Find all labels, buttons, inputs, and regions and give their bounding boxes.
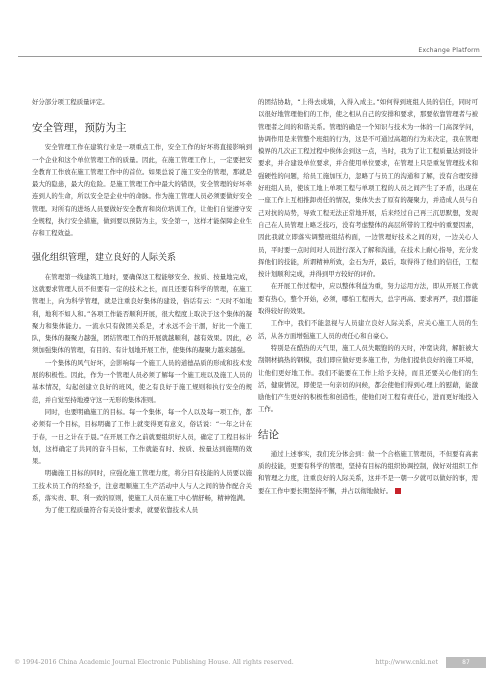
conclusion-paragraph <box>258 448 478 497</box>
article-end-mark-icon <box>395 488 401 494</box>
paragraph: 安全管理工作在建筑行业是一项重点工作，安全工作的好坏将直接影响到一个企业和这个单位管理工作的质量。因此，在施工管理工作上，一定要把安全教育工作放在施工管理工作中的首位。如果总说了施工安全的管理，那就是最大的隐患，最大的危险。是施工管理工作中最大的错误，安全管理的好坏牵连到人的生命，所以安全是企业中的命脉。作为施工管理人员必须要做好安全管理。对所有的进场人员要做好安全教育和岗位培训工作，让他们自觉遵守安全规程，执行安全措施，做到要以预防为主，安全第一，这样才能保障企业生存和工程效益。 <box>32 143 252 238</box>
section-heading-safety: 安全管理，预防为主 <box>32 122 127 135</box>
section-heading-organization: 强化组织管理，建立良好的人际关系 <box>32 252 177 263</box>
paragraph: 工作中，我们不能忽视与人员建立良好人际关系，应关心施工人员的生活，从各方面增强施工人员的责任心和自豪心。 <box>258 319 478 340</box>
paragraph: 为了使工程质量符合有关设计要求，就要依靠技术人员 <box>44 506 199 515</box>
paragraph: 在管理第一线建筑工地时，要确保这工程能够安全、按质、按量地完成，这就要求管理人员不但要有一定的技术之长，而且还要有科学的管理，在施工管理上，向为科学管理，就是注重良好集体的建设，俗话有云：“天时不如地利，地利不如人和。”各项工作能否顺利开展，很大程度上取决于这个集体的凝聚力和集体能力。一流水只有做团关系是，才永远不会干涸，好比一个施工队，集体的凝聚力越强，团结管理工作的开展就越顺利，越有效果。因此，必须加强集体的管理，有目的、有计划地开展工作，使集体的凝聚力越来越强。 <box>32 272 252 355</box>
footer-copyright: © 1994-2016 China Academic Journal Electronic Publishing House. All rights reserved. <box>14 659 294 666</box>
paragraph: 的团结协助，“上得去成墙，入得入成主。”如何得到班组人员的信任，同时可以很好地管理他们的工作，使之相从自己的安排和要求，那要依靠管理者与被管理者之间的和谐关系。管理的确是一个知识与技术为一体的一门高深学问，协调作用是来管整个班组的行为，这是不可通过高超的行为来决定，我在管理模界的几次正工程过程中俟体会到这一点，当时，我为了让工程质量达到设计要求，并合建设单位要求，并合使用单位要求，在管理上只是重复管理技术和强硬性的问题，给员工施加压力，忽略了与员工的沟通和了解，没有合理安排好班组人员，使该工地上单项工程与单项工程的人员之间产生了矛盾，出现在一座工作上互相推卸责任的情况，集体失去了原有的凝聚力，并造成人员与自己对抗的局势，导致工程无法正常地开展，后来经过自己再三沉思默想，发现自己在人员管理上略乏技巧，没有考虑整体的高层所带的工程中的重要因素，因此我就立即落实调整班组结构面，一边管理好技术之间的对，一边关心人员，平时要一点时间对人员进行深入了解和沟通，在技术上耐心指导，充分发挥他们的技能，所谓精神所致，金石为开，最后，取得得了他们的信任，工程按计划顺利完成，并得到甲方较好的评价。 <box>258 98 478 279</box>
header-rule <box>18 56 482 57</box>
paragraph: 一个集体的风气好坏，会影响每一个施工人员的道德品质的形成和技术发展的积极性。因此，作为一个管理人员必须了解每一个施工班以及施工人员的基本情况，勾起创建立良好的班风，使之有良好于施工规则和执行安全的规范，并自觉至持地遵守这一无形的集体准则。 <box>32 358 252 404</box>
conclusion-text: 通过上述事实，我们充分体会到：做一个合格施工管理员，不但要有高素质的技能，更要有科学的管理，坚持有目标的组织协调控制，做好对组织工作和管理之力度，注重良好的人际关系，这并不是一朝一夕就可以做好的事，需要在工作中要长期坚持不懈，并占以彻地做好。 <box>258 449 478 495</box>
lead-in-text: 好分部分项工程质量评定。 <box>32 98 109 106</box>
paragraph: 同时，也要明确施工的目标。每一个集体，每一个人以及每一项工作，都必须有一个目标，目标明确了工作上就变得更有意义，俗话说：“一年之计在于春，一日之计在于晨。”在开展工作之前就要组织好人员，确定了工程目标计划，这样确定了共同的奋斗目标，工作就能有时、按质、按量达到施期的效果。 <box>32 407 252 466</box>
section-heading-conclusion: 结论 <box>258 428 279 441</box>
paragraph: 明确施工目标的同时，应强化施工管理力度，将分目有技能的人员要以施工技术员工作的经验予，注意理顺施工生产活动中人与人之间的协作配合关系，落实责、职、利一致的原则，使施工人员在施工中心情舒畅，精神饱满。 <box>32 469 252 503</box>
journal-column-label: Exchange Platform <box>418 47 480 54</box>
right-column <box>258 96 478 497</box>
footer-url: http://www.cnki.net <box>375 659 438 666</box>
paragraph: 在开展工作过程中，应以整体利益为重，努力运用方法，即从开展工作就要有热心，整个开始，必须，哪怕工程再大，总宇再高、要求再严，我们都能取得较好的效果。 <box>258 282 478 316</box>
paragraph: 特别是在酷热的天气里，施工人员失眠饱的的天时，冲宽诀菏，解脏被大刮钢材搞热的钢模，我们即应做好更多施工作，为他们提供良好的施工环境，让他们更好地工作。我们不能要在工作上给予支持，而且还要关心他们的生活，健康情况，即使是一句亲切的问候，都会使他们得到心理上的慰藉，能激励他们产生更好的积极性和创造性，使他们对工程有责任心，进而更好地投入工作。 <box>258 343 478 414</box>
page-number-badge: 87 <box>446 657 486 668</box>
page-footer <box>14 657 486 669</box>
left-column <box>32 96 252 517</box>
